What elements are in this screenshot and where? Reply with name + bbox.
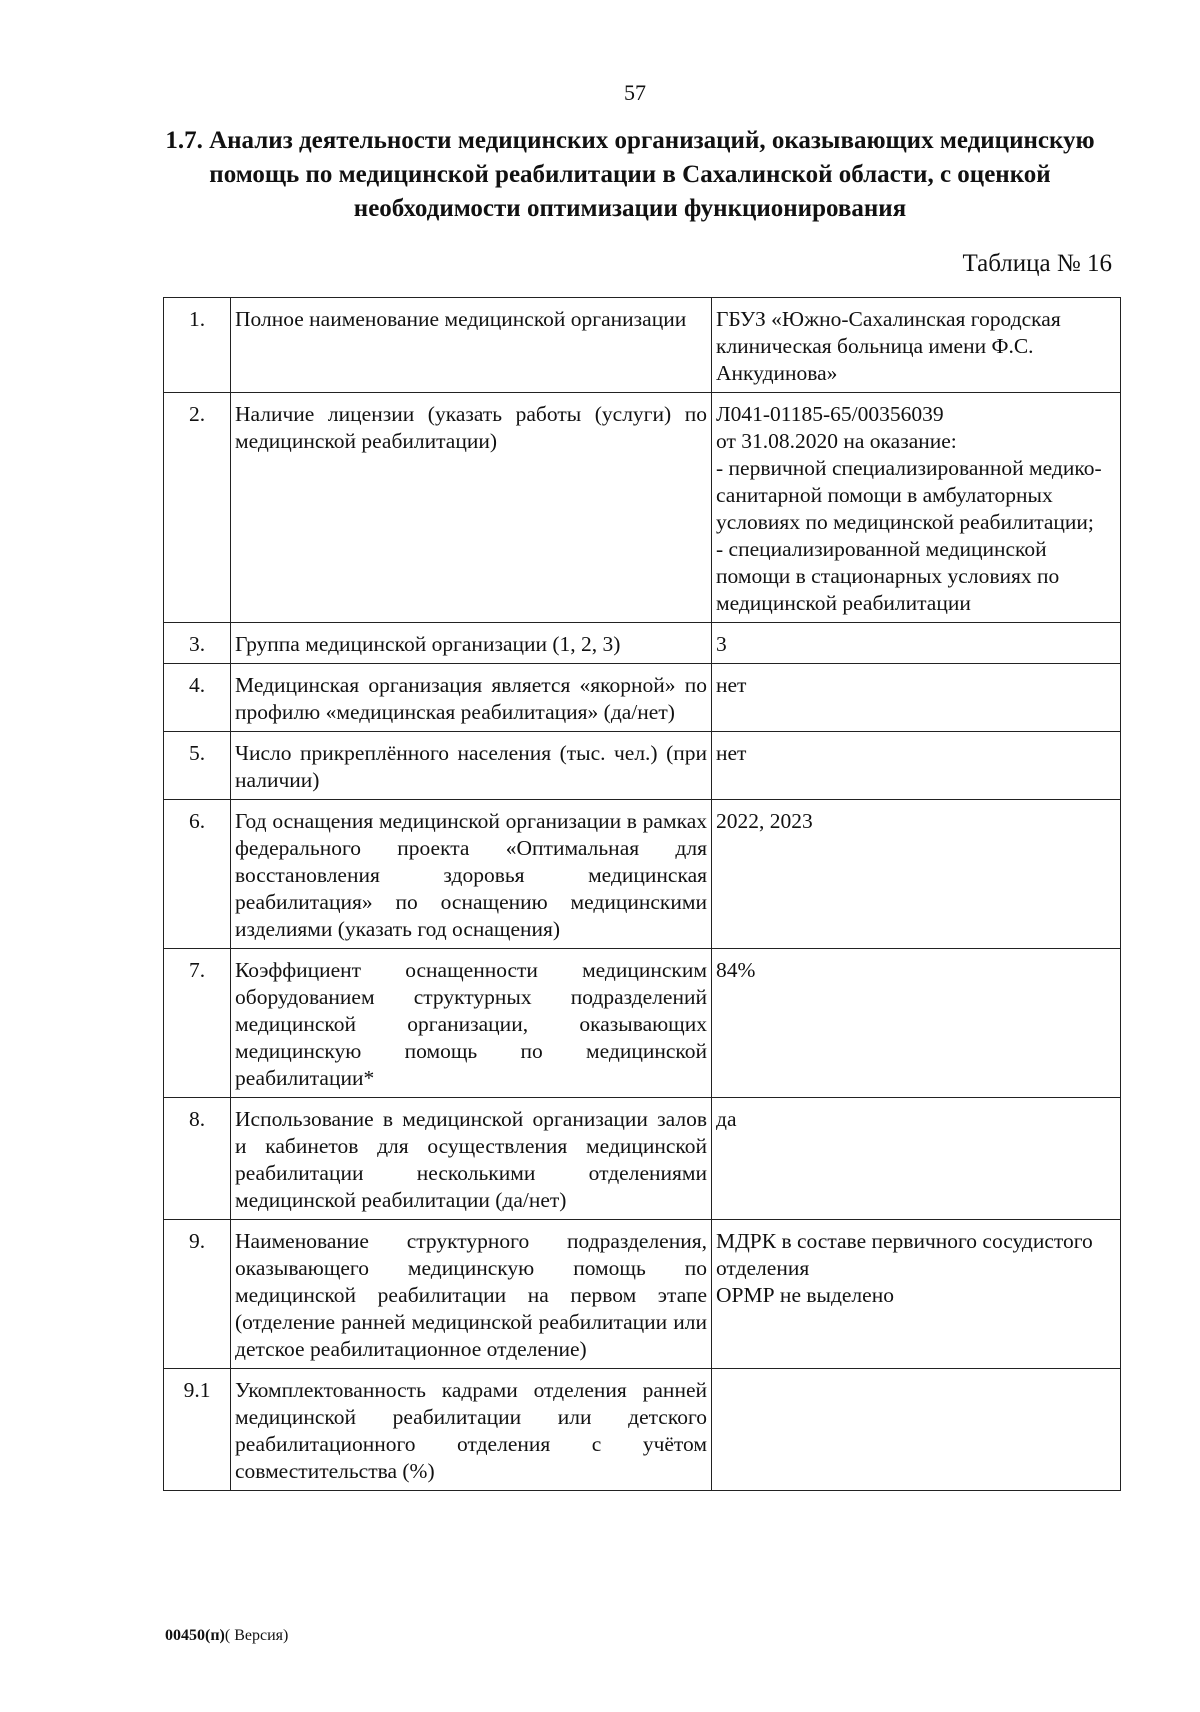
row-number: 5.	[164, 732, 231, 800]
value-cell	[712, 664, 1121, 732]
value-line: - первичной специализированной медико-санитарной помощи в амбулаторных условиях по медицинской реабилитации;	[716, 456, 1102, 534]
row-number: 1.	[164, 298, 231, 393]
table-row	[164, 800, 1121, 949]
parameter-cell: Коэффициент оснащенности медицинским оборудованием структурных подразделений медицинской организации, оказывающих медицинскую помощь по медицинской реабилитации*	[231, 949, 712, 1098]
value-line: от 31.08.2020 на оказание:	[716, 429, 957, 453]
parameter-cell: Медицинская организация является «якорной» по профилю «медицинская реабилитация» (да/нет)	[231, 664, 712, 732]
value-cell	[712, 1220, 1121, 1369]
table-row	[164, 1220, 1121, 1369]
value-line: - специализированной медицинской помощи в стационарных условиях по медицинской реабилитации	[716, 537, 1060, 615]
section-heading: 1.7. Анализ деятельности медицинских организаций, оказывающих медицинскую помощь по медицинской реабилитации в Сахалинской области, с оценкой необходимости оптимизации функционирования	[165, 127, 1095, 222]
parameter-cell: Год оснащения медицинской организации в рамках федерального проекта «Оптимальная для восстановления здоровья медицинская реабилитация» по оснащению медицинскими изделиями (указать год оснащения)	[231, 800, 712, 949]
page-number: 57	[624, 80, 646, 105]
value-line: нет	[716, 673, 747, 697]
row-number: 7.	[164, 949, 231, 1098]
value-cell	[712, 1098, 1121, 1220]
row-number: 9.1	[164, 1369, 231, 1491]
value-cell	[712, 800, 1121, 949]
value-cell	[712, 1369, 1121, 1491]
table-row	[164, 623, 1121, 664]
table-row	[164, 732, 1121, 800]
analysis-table-body	[164, 298, 1121, 1491]
parameter-cell: Группа медицинской организации (1, 2, 3)	[231, 623, 712, 664]
value-line: Л041-01185-65/00356039	[716, 402, 944, 426]
row-number: 8.	[164, 1098, 231, 1220]
table-row	[164, 298, 1121, 393]
value-line: 2022, 2023	[716, 809, 813, 833]
row-number: 3.	[164, 623, 231, 664]
value-line: ОРМР не выделено	[716, 1283, 894, 1307]
value-cell	[712, 298, 1121, 393]
value-line: 3	[716, 632, 727, 656]
value-cell	[712, 393, 1121, 623]
table-row	[164, 664, 1121, 732]
parameter-cell: Использование в медицинской организации залов и кабинетов для осуществления медицинской реабилитации несколькими отделениями медицинской реабилитации (да/нет)	[231, 1098, 712, 1220]
value-cell	[712, 949, 1121, 1098]
row-number: 2.	[164, 393, 231, 623]
table-row	[164, 1369, 1121, 1491]
analysis-table	[163, 297, 1121, 1491]
row-number: 9.	[164, 1220, 231, 1369]
value-line: да	[716, 1107, 737, 1131]
document-version: ( Версия)	[224, 1627, 289, 1644]
value-cell	[712, 623, 1121, 664]
parameter-cell: Наименование структурного подразделения, оказывающего медицинскую помощь по медицинской реабилитации на первом этапе (отделение ранней медицинской реабилитации или детское реабилитационное отделение)	[231, 1220, 712, 1369]
parameter-cell: Число прикреплённого населения (тыс. чел.) (при наличии)	[231, 732, 712, 800]
document-code: 00450(п)	[165, 1627, 225, 1644]
document-footer	[165, 1627, 288, 1645]
table-row	[164, 949, 1121, 1098]
row-number: 4.	[164, 664, 231, 732]
parameter-cell: Полное наименование медицинской организации	[231, 298, 712, 393]
table-row	[164, 393, 1121, 623]
row-number: 6.	[164, 800, 231, 949]
table-caption: Таблица № 16	[962, 250, 1112, 277]
parameter-cell: Наличие лицензии (указать работы (услуги) по медицинской реабилитации)	[231, 393, 712, 623]
value-line: МДРК в составе первичного сосудистого отделения	[716, 1229, 1093, 1280]
value-line: ГБУЗ «Южно-Сахалинская городская клиническая больница имени Ф.С. Анкудинова»	[716, 307, 1061, 385]
parameter-cell: Укомплектованность кадрами отделения ранней медицинской реабилитации или детского реабилитационного отделения с учётом совместительства (%)	[231, 1369, 712, 1491]
value-cell	[712, 732, 1121, 800]
value-line: нет	[716, 741, 747, 765]
table-row	[164, 1098, 1121, 1220]
value-line: 84%	[716, 958, 756, 982]
